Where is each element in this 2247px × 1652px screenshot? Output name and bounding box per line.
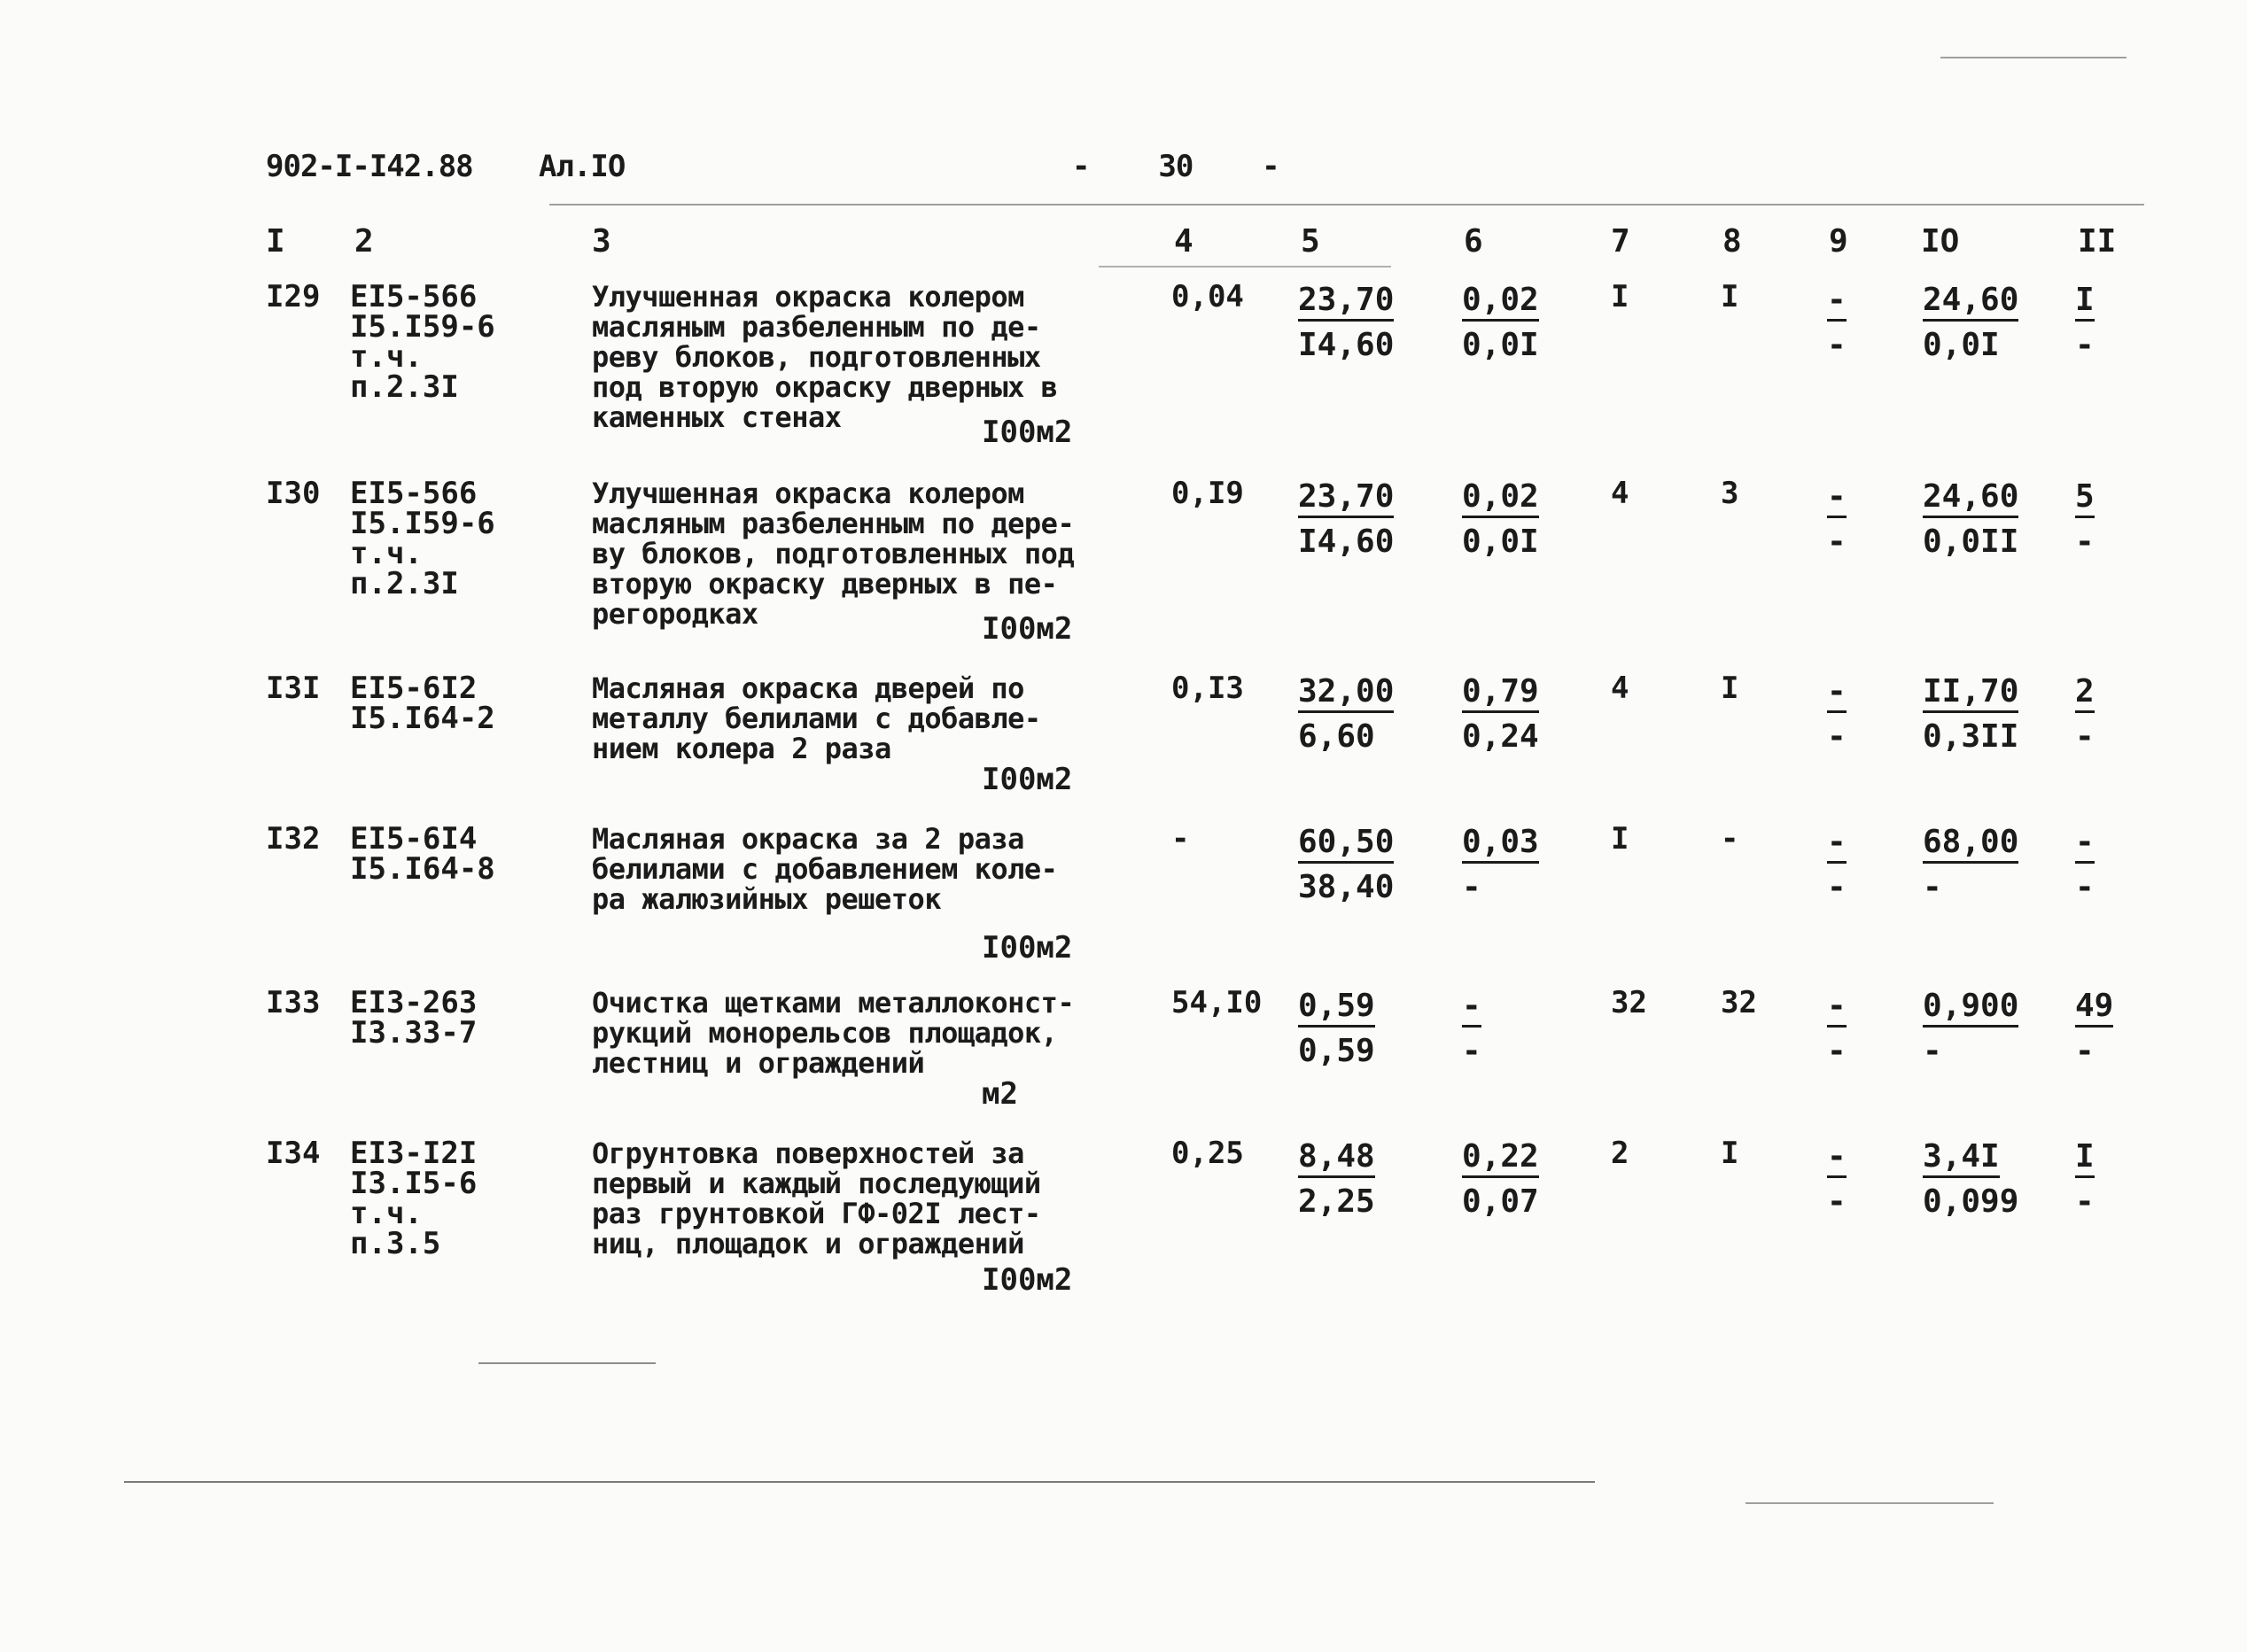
column-10-value [1923,988,2018,1068]
column-9-value-numerator: - [1827,675,1847,713]
column-10-value-denominator: 0,099 [1923,1183,2019,1220]
unit-of-measure: I00м2 [982,1262,1073,1298]
column-11-value-denominator: - [2075,327,2095,363]
column-9-value-numerator: - [1827,1140,1847,1178]
row-number: I30 [266,476,321,511]
column-10-value [1923,1138,2018,1219]
column-7-value: 2 [1611,1136,1629,1171]
top-right-rule [1940,57,2126,58]
column-10-value [1923,673,2018,754]
column-7-value: I [1611,279,1629,314]
column-9-value [1827,478,1847,559]
column-8-value: I [1721,279,1739,314]
column-9-value-numerator: - [1827,480,1847,518]
column-10-value-denominator: 0,0I [1923,327,2000,363]
unit-cost-denominator: I4,60 [1298,524,1395,560]
column-6-value-denominator: 0,0I [1462,327,1539,363]
column-9-value-denominator: - [1827,869,1847,905]
column-10-value-numerator: 3,4I [1923,1140,2000,1178]
work-description: Масляная окраска дверей по металлу белилами с добавле- нием колера 2 раза [592,671,1041,765]
column-9-value [1827,824,1847,904]
column-number-1: I [266,223,285,260]
quantity: - [1171,821,1190,857]
work-description: Улучшенная окраска колером масляным разбеленным по де- реву блоков, подготовленных под вторую окраску дверных в каменных стенах [592,280,1058,434]
norm-code: EI3-I2I I3.I5-6 т.ч. п.3.5 [350,1136,478,1261]
column-10-value-numerator: 0,900 [1923,989,2018,1028]
column-9-value [1827,282,1847,362]
column-9-value-denominator: - [1827,1033,1847,1069]
unit-cost [1298,478,1394,559]
work-description: Очистка щетками металлоконст- рукций монорельсов площадок, лестниц и ограждений [592,986,1075,1080]
row-number: I32 [266,821,321,857]
footer-rule-3 [1746,1502,1994,1504]
column-10-value [1923,478,2018,559]
page-number: - 30 - [1072,149,1279,184]
column-8-value: 3 [1721,476,1739,511]
norm-code: EI5-6I4 I5.I64-8 [350,821,495,887]
column-11-value-numerator: 2 [2075,675,2095,713]
column-9-value-numerator: - [1827,283,1847,322]
column-6-value-denominator: - [1462,1033,1481,1069]
row-number: I3I [266,671,321,706]
column-header-rule [1099,266,1391,268]
column-6-value [1462,824,1539,904]
column-6-value-numerator: 0,79 [1462,675,1539,713]
column-6-value-numerator: 0,02 [1462,283,1539,322]
column-11-value [2075,1138,2095,1219]
work-description: Огрунтовка поверхностей за первый и каждый последующий раз грунтовкой ГФ-02I лест- ниц, площадок и ограждений [592,1136,1041,1260]
row-number: I34 [266,1136,321,1171]
unit-of-measure: м2 [982,1076,1018,1112]
column-7-value: 4 [1611,476,1629,511]
work-description: Улучшенная окраска колером масляным разбеленным по дере- ву блоков, подготовленных под вторую окраску дверных в пе- регородках [592,477,1075,631]
quantity: 0,04 [1171,279,1244,314]
column-6-value-numerator: 0,22 [1462,1140,1539,1178]
unit-of-measure: I00м2 [982,611,1073,647]
quantity: 0,25 [1171,1136,1244,1171]
column-11-value-denominator: - [2075,524,2095,560]
column-10-value-denominator: - [1923,869,1942,905]
column-10-value-denominator: 0,3II [1923,718,2019,755]
column-9-value-numerator: - [1827,826,1847,864]
column-8-value: I [1721,671,1739,706]
column-number-8: 8 [1722,223,1742,260]
column-7-value: 32 [1611,985,1647,1020]
column-11-value [2075,988,2113,1068]
unit-cost-numerator: 23,70 [1298,283,1394,322]
column-9-value [1827,1138,1847,1219]
column-6-value-denominator: 0,24 [1462,718,1539,755]
unit-cost-numerator: 32,00 [1298,675,1394,713]
document-code: 902-I-I42.88 [266,149,473,184]
column-10-value [1923,824,2018,904]
column-9-value-numerator: - [1827,989,1847,1028]
column-6-value-denominator: - [1462,869,1481,905]
column-10-value-numerator: 24,60 [1923,480,2018,518]
column-11-value [2075,478,2095,559]
column-9-value-denominator: - [1827,327,1847,363]
column-9-value-denominator: - [1827,718,1847,755]
column-number-10: IO [1921,223,1960,260]
column-10-value-numerator: 24,60 [1923,283,2018,322]
column-11-value-numerator: I [2075,283,2095,322]
column-6-value-numerator: 0,03 [1462,826,1539,864]
column-11-value [2075,282,2095,362]
unit-of-measure: I00м2 [982,415,1073,450]
column-6-value [1462,988,1481,1068]
column-10-value-denominator: - [1923,1033,1942,1069]
footer-rule-1 [478,1362,656,1364]
column-6-value [1462,1138,1539,1219]
column-number-5: 5 [1301,223,1320,260]
column-11-value-numerator: I [2075,1140,2095,1178]
unit-cost-numerator: 8,48 [1298,1140,1375,1178]
column-11-value-numerator: 49 [2075,989,2113,1028]
column-6-value [1462,673,1539,754]
column-11-value [2075,824,2095,904]
unit-cost-denominator: 0,59 [1298,1033,1375,1069]
column-11-value-numerator: 5 [2075,480,2095,518]
norm-code: EI3-263 I3.33-7 [350,985,478,1051]
header-rule [549,204,2144,206]
column-7-value: 4 [1611,671,1629,706]
unit-cost [1298,988,1375,1068]
column-6-value [1462,478,1539,559]
column-number-3: 3 [592,223,611,260]
column-number-6: 6 [1464,223,1483,260]
column-9-value-denominator: - [1827,524,1847,560]
norm-code: EI5-6I2 I5.I64-2 [350,671,495,736]
column-number-2: 2 [354,223,374,260]
column-11-value-denominator: - [2075,869,2095,905]
unit-cost [1298,1138,1375,1219]
unit-cost-numerator: 23,70 [1298,480,1394,518]
column-6-value [1462,282,1539,362]
unit-cost-numerator: 0,59 [1298,989,1375,1028]
column-number-11: II [2078,223,2117,260]
quantity: 54,I0 [1171,985,1263,1020]
column-8-value: - [1721,821,1739,857]
column-10-value [1923,282,2018,362]
unit-cost-denominator: 6,60 [1298,718,1375,755]
unit-cost-denominator: 38,40 [1298,869,1395,905]
work-description: Масляная окраска за 2 раза белилами с добавлением коле- ра жалюзийных решеток [592,822,1058,916]
column-9-value [1827,673,1847,754]
column-number-4: 4 [1174,223,1193,260]
column-8-value: I [1721,1136,1739,1171]
row-number: I33 [266,985,321,1020]
column-6-value-denominator: 0,0I [1462,524,1539,560]
row-number: I29 [266,279,321,314]
sheet-label: Ал.IO [539,149,626,184]
column-11-value-numerator: - [2075,826,2095,864]
column-11-value-denominator: - [2075,718,2095,755]
column-7-value: I [1611,821,1629,857]
column-9-value [1827,988,1847,1068]
norm-code: EI5-566 I5.I59-6 т.ч. п.2.3I [350,279,495,405]
unit-of-measure: I00м2 [982,930,1073,966]
unit-cost-denominator: 2,25 [1298,1183,1375,1220]
footer-rule-2 [124,1481,1595,1483]
column-11-value-denominator: - [2075,1183,2095,1220]
column-10-value-denominator: 0,0II [1923,524,2019,560]
column-6-value-numerator: 0,02 [1462,480,1539,518]
unit-cost [1298,673,1394,754]
norm-code: EI5-566 I5.I59-6 т.ч. п.2.3I [350,476,495,601]
unit-cost-denominator: I4,60 [1298,327,1395,363]
quantity: 0,I3 [1171,671,1244,706]
unit-cost [1298,282,1394,362]
column-number-7: 7 [1611,223,1630,260]
column-6-value-numerator: - [1462,989,1481,1028]
unit-cost-numerator: 60,50 [1298,826,1394,864]
column-10-value-numerator: II,70 [1923,675,2018,713]
column-6-value-denominator: 0,07 [1462,1183,1539,1220]
column-11-value-denominator: - [2075,1033,2095,1069]
quantity: 0,I9 [1171,476,1244,511]
unit-of-measure: I00м2 [982,762,1073,797]
column-8-value: 32 [1721,985,1757,1020]
column-9-value-denominator: - [1827,1183,1847,1220]
column-10-value-numerator: 68,00 [1923,826,2018,864]
column-11-value [2075,673,2095,754]
unit-cost [1298,824,1394,904]
column-number-9: 9 [1829,223,1848,260]
